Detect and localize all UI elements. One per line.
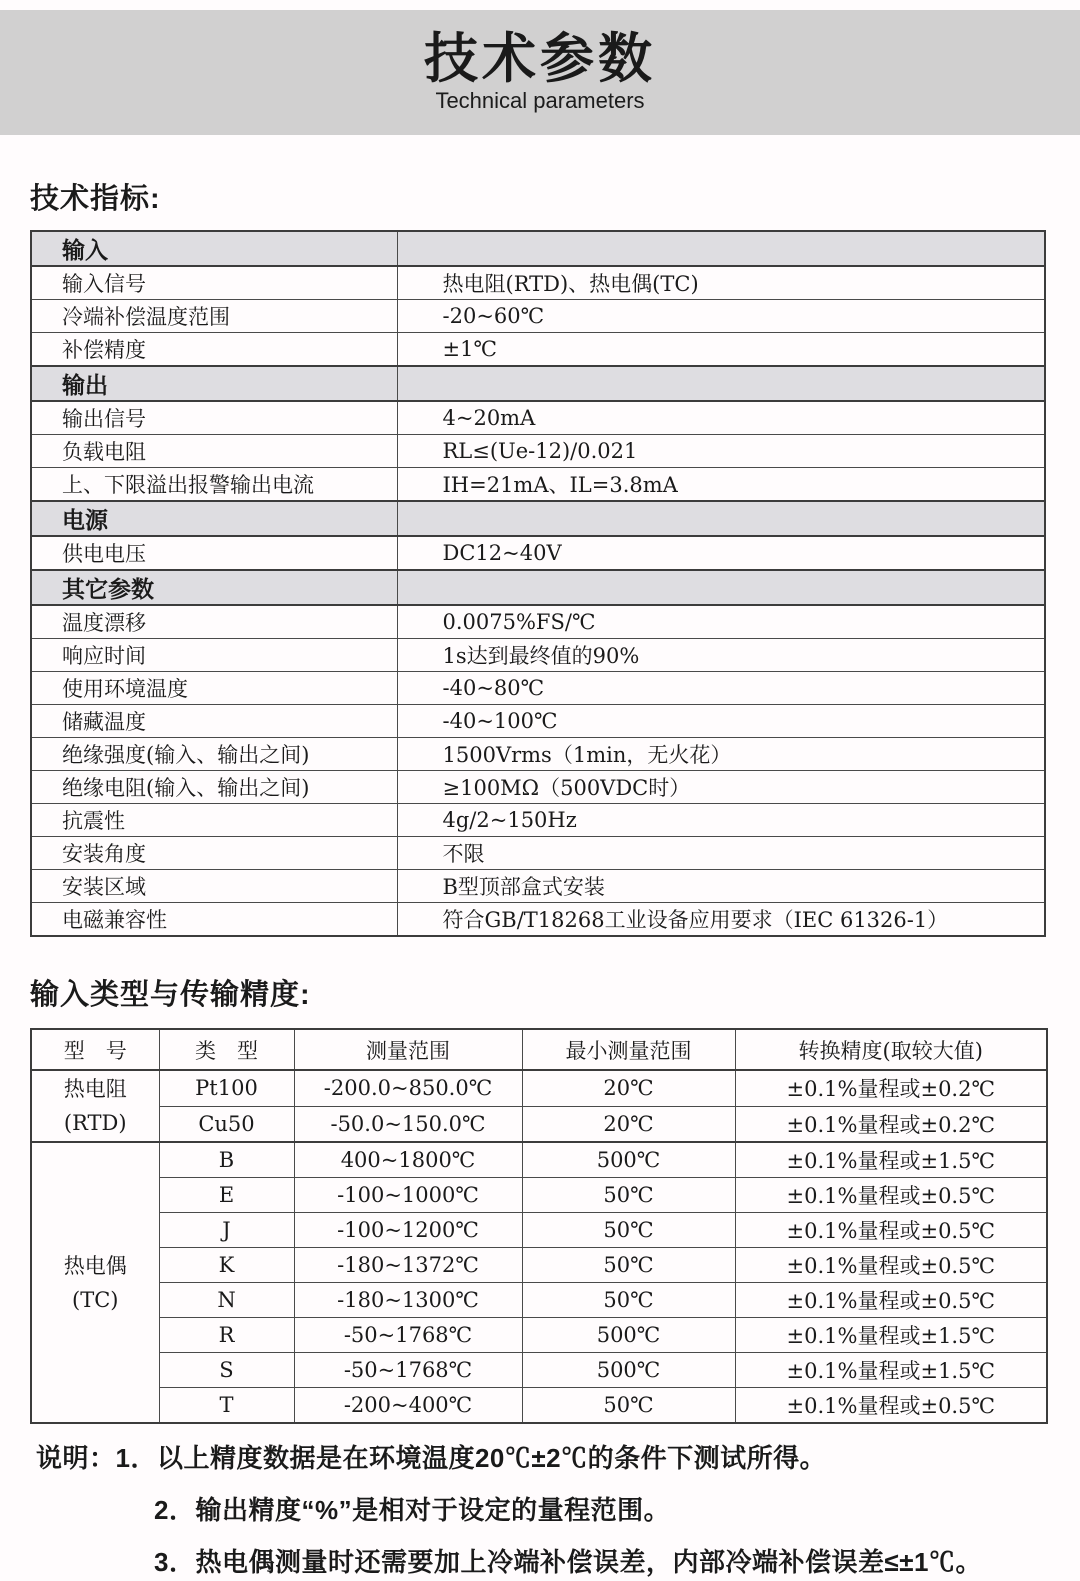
io-model-name: 热电偶 bbox=[63, 1253, 127, 1278]
io-data-row bbox=[31, 1213, 1047, 1248]
io-model-cell bbox=[31, 1142, 159, 1423]
io-header-cell: 最小测量范围 bbox=[522, 1029, 735, 1070]
io-type-cell: R bbox=[159, 1318, 294, 1353]
io-min-range-cell: 50℃ bbox=[522, 1283, 735, 1318]
spec-value-cell: -40~100℃ bbox=[397, 705, 1045, 738]
io-header-cell: 类 型 bbox=[159, 1029, 294, 1070]
spec-section-row bbox=[31, 501, 1045, 536]
spec-value-cell: 1s达到最终值的90% bbox=[397, 639, 1045, 672]
spec-data-row bbox=[31, 536, 1045, 570]
spec-value-cell: -40~80℃ bbox=[397, 672, 1045, 705]
io-type-cell: N bbox=[159, 1283, 294, 1318]
io-accuracy-cell: ±0.1%量程或±0.5℃ bbox=[735, 1213, 1047, 1248]
page-banner bbox=[0, 10, 1080, 135]
spec-data-row bbox=[31, 333, 1045, 367]
spec-value-cell: B型顶部盒式安装 bbox=[397, 870, 1045, 903]
spec-label-cell: 绝缘电阻(输入、输出之间) bbox=[31, 771, 397, 804]
io-range-cell: -50~1768℃ bbox=[294, 1318, 522, 1353]
spec-value-cell: 4~20mA bbox=[397, 401, 1045, 435]
spec-label-cell: 使用环境温度 bbox=[31, 672, 397, 705]
io-range-cell: -180~1300℃ bbox=[294, 1283, 522, 1318]
io-accuracy-cell: ±0.1%量程或±1.5℃ bbox=[735, 1142, 1047, 1178]
spec-value-cell: 0.0075%FS/℃ bbox=[397, 605, 1045, 639]
note-text: 2．输出精度“%”是相对于设定的量程范围。 bbox=[154, 1495, 671, 1525]
io-type-cell: J bbox=[159, 1213, 294, 1248]
page-title: 技术参数 bbox=[424, 28, 656, 89]
io-type-cell: Cu50 bbox=[159, 1106, 294, 1142]
spec-label-cell: 储藏温度 bbox=[31, 705, 397, 738]
spec-label-cell: 其它参数 bbox=[31, 570, 397, 605]
note-line bbox=[36, 1440, 1050, 1477]
spec-label-cell: 输出 bbox=[31, 366, 397, 401]
io-data-row bbox=[31, 1178, 1047, 1213]
io-data-row bbox=[31, 1070, 1047, 1106]
io-model-code: (TC) bbox=[72, 1287, 119, 1312]
spec-data-row bbox=[31, 705, 1045, 738]
spec-data-row bbox=[31, 870, 1045, 903]
spec-value-cell: RL≤(Ue-12)/0.021 bbox=[397, 435, 1045, 468]
io-model-code: (RTD) bbox=[63, 1111, 127, 1135]
io-min-range-cell: 50℃ bbox=[522, 1388, 735, 1424]
spec-data-row bbox=[31, 672, 1045, 705]
spec-value-cell: 符合GB/T18268工业设备应用要求（IEC 61326-1） bbox=[397, 903, 1045, 937]
spec-data-row bbox=[31, 771, 1045, 804]
io-data-row bbox=[31, 1318, 1047, 1353]
io-type-cell: Pt100 bbox=[159, 1070, 294, 1106]
spec-label-cell: 输入信号 bbox=[31, 266, 397, 300]
page bbox=[0, 10, 1080, 1581]
io-min-range-cell: 20℃ bbox=[522, 1070, 735, 1106]
io-table-head-row bbox=[31, 1029, 1047, 1070]
spec-data-row bbox=[31, 468, 1045, 502]
spec-value-cell bbox=[397, 570, 1045, 605]
spec-value-cell bbox=[397, 501, 1045, 536]
spec-value-cell bbox=[397, 231, 1045, 266]
io-min-range-cell: 50℃ bbox=[522, 1178, 735, 1213]
spec-data-row bbox=[31, 738, 1045, 771]
spec-label-cell: 绝缘强度(输入、输出之间) bbox=[31, 738, 397, 771]
io-min-range-cell: 20℃ bbox=[522, 1106, 735, 1142]
spec-table bbox=[30, 230, 1046, 937]
io-min-range-cell: 50℃ bbox=[522, 1248, 735, 1283]
io-model-cell bbox=[31, 1070, 159, 1142]
io-min-range-cell: 50℃ bbox=[522, 1213, 735, 1248]
section-title-technical-indicators: 技术指标: bbox=[30, 183, 161, 215]
io-type-cell: E bbox=[159, 1178, 294, 1213]
spec-section-row bbox=[31, 366, 1045, 401]
spec-value-cell: -20~60℃ bbox=[397, 300, 1045, 333]
spec-data-row bbox=[31, 401, 1045, 435]
io-range-cell: -200.0~850.0℃ bbox=[294, 1070, 522, 1106]
spec-label-cell: 输入 bbox=[31, 231, 397, 266]
io-data-row bbox=[31, 1248, 1047, 1283]
spec-value-cell: 不限 bbox=[397, 837, 1045, 870]
spec-value-cell: 1500Vrms（1min，无火花） bbox=[397, 738, 1045, 771]
note-line bbox=[154, 1544, 1050, 1581]
spec-value-cell bbox=[397, 366, 1045, 401]
spec-value-cell: 4g/2~150Hz bbox=[397, 804, 1045, 837]
io-data-row bbox=[31, 1106, 1047, 1142]
io-type-cell: B bbox=[159, 1142, 294, 1178]
spec-table-body bbox=[31, 231, 1045, 936]
io-accuracy-cell: ±0.1%量程或±1.5℃ bbox=[735, 1318, 1047, 1353]
spec-data-row bbox=[31, 903, 1045, 937]
io-model-name: 热电阻 bbox=[63, 1077, 127, 1101]
spec-label-cell: 供电电压 bbox=[31, 536, 397, 570]
spec-label-cell: 抗震性 bbox=[31, 804, 397, 837]
spec-value-cell: ≥100MΩ（500VDC时） bbox=[397, 771, 1045, 804]
io-min-range-cell: 500℃ bbox=[522, 1318, 735, 1353]
io-data-row bbox=[31, 1388, 1047, 1424]
spec-label-cell: 冷端补偿温度范围 bbox=[31, 300, 397, 333]
spec-data-row bbox=[31, 837, 1045, 870]
page-subtitle: Technical parameters bbox=[435, 88, 645, 114]
spec-label-cell: 上、下限溢出报警输出电流 bbox=[31, 468, 397, 502]
io-header-cell: 型 号 bbox=[31, 1029, 159, 1070]
spec-value-cell: IH=21mA、IL=3.8mA bbox=[397, 468, 1045, 502]
spec-label-cell: 输出信号 bbox=[31, 401, 397, 435]
io-accuracy-cell: ±0.1%量程或±0.5℃ bbox=[735, 1178, 1047, 1213]
io-accuracy-cell: ±0.1%量程或±0.5℃ bbox=[735, 1388, 1047, 1424]
io-accuracy-cell: ±0.1%量程或±0.5℃ bbox=[735, 1283, 1047, 1318]
spec-value-cell: 热电阻(RTD)、热电偶(TC) bbox=[397, 266, 1045, 300]
io-table-body bbox=[31, 1070, 1047, 1423]
spec-value-cell: ±1℃ bbox=[397, 333, 1045, 367]
io-min-range-cell: 500℃ bbox=[522, 1353, 735, 1388]
content bbox=[0, 176, 1080, 1581]
spec-data-row bbox=[31, 605, 1045, 639]
spec-data-row bbox=[31, 266, 1045, 300]
spec-value-cell: DC12~40V bbox=[397, 536, 1045, 570]
io-range-cell: -50.0~150.0℃ bbox=[294, 1106, 522, 1142]
io-accuracy-cell: ±0.1%量程或±1.5℃ bbox=[735, 1353, 1047, 1388]
io-type-cell: T bbox=[159, 1388, 294, 1424]
spec-data-row bbox=[31, 804, 1045, 837]
spec-label-cell: 负载电阻 bbox=[31, 435, 397, 468]
notes-list bbox=[36, 1440, 1050, 1581]
spec-data-row bbox=[31, 639, 1045, 672]
spec-section-row bbox=[31, 570, 1045, 605]
note-line bbox=[154, 1492, 1050, 1529]
io-accuracy-cell: ±0.1%量程或±0.2℃ bbox=[735, 1106, 1047, 1142]
io-header-cell: 转换精度(取较大值) bbox=[735, 1029, 1047, 1070]
spec-label-cell: 响应时间 bbox=[31, 639, 397, 672]
spec-label-cell: 电源 bbox=[31, 501, 397, 536]
io-data-row bbox=[31, 1283, 1047, 1318]
io-range-cell: -100~1200℃ bbox=[294, 1213, 522, 1248]
spec-data-row bbox=[31, 435, 1045, 468]
io-range-cell: -180~1372℃ bbox=[294, 1248, 522, 1283]
spec-label-cell: 温度漂移 bbox=[31, 605, 397, 639]
io-range-cell: -50~1768℃ bbox=[294, 1353, 522, 1388]
note-prefix: 说明： bbox=[36, 1443, 116, 1473]
section-title-input-types: 输入类型与传输精度: bbox=[30, 979, 311, 1011]
io-accuracy-cell: ±0.1%量程或±0.2℃ bbox=[735, 1070, 1047, 1106]
io-accuracy-cell: ±0.1%量程或±0.5℃ bbox=[735, 1248, 1047, 1283]
io-range-cell: -200~400℃ bbox=[294, 1388, 522, 1424]
note-text: 1．以上精度数据是在环境温度20℃±2℃的条件下测试所得。 bbox=[115, 1443, 827, 1473]
io-table bbox=[30, 1028, 1048, 1424]
spec-label-cell: 电磁兼容性 bbox=[31, 903, 397, 937]
spec-label-cell: 安装角度 bbox=[31, 837, 397, 870]
io-min-range-cell: 500℃ bbox=[522, 1142, 735, 1178]
io-header-cell: 测量范围 bbox=[294, 1029, 522, 1070]
spec-label-cell: 补偿精度 bbox=[31, 333, 397, 367]
spec-label-cell: 安装区域 bbox=[31, 870, 397, 903]
io-type-cell: K bbox=[159, 1248, 294, 1283]
spec-section-row bbox=[31, 231, 1045, 266]
io-type-cell: S bbox=[159, 1353, 294, 1388]
io-data-row bbox=[31, 1353, 1047, 1388]
note-text: 3．热电偶测量时还需要加上冷端补偿误差，内部冷端补偿误差≤±1℃。 bbox=[154, 1547, 982, 1577]
spec-data-row bbox=[31, 300, 1045, 333]
io-data-row bbox=[31, 1142, 1047, 1178]
io-range-cell: 400~1800℃ bbox=[294, 1142, 522, 1178]
io-range-cell: -100~1000℃ bbox=[294, 1178, 522, 1213]
